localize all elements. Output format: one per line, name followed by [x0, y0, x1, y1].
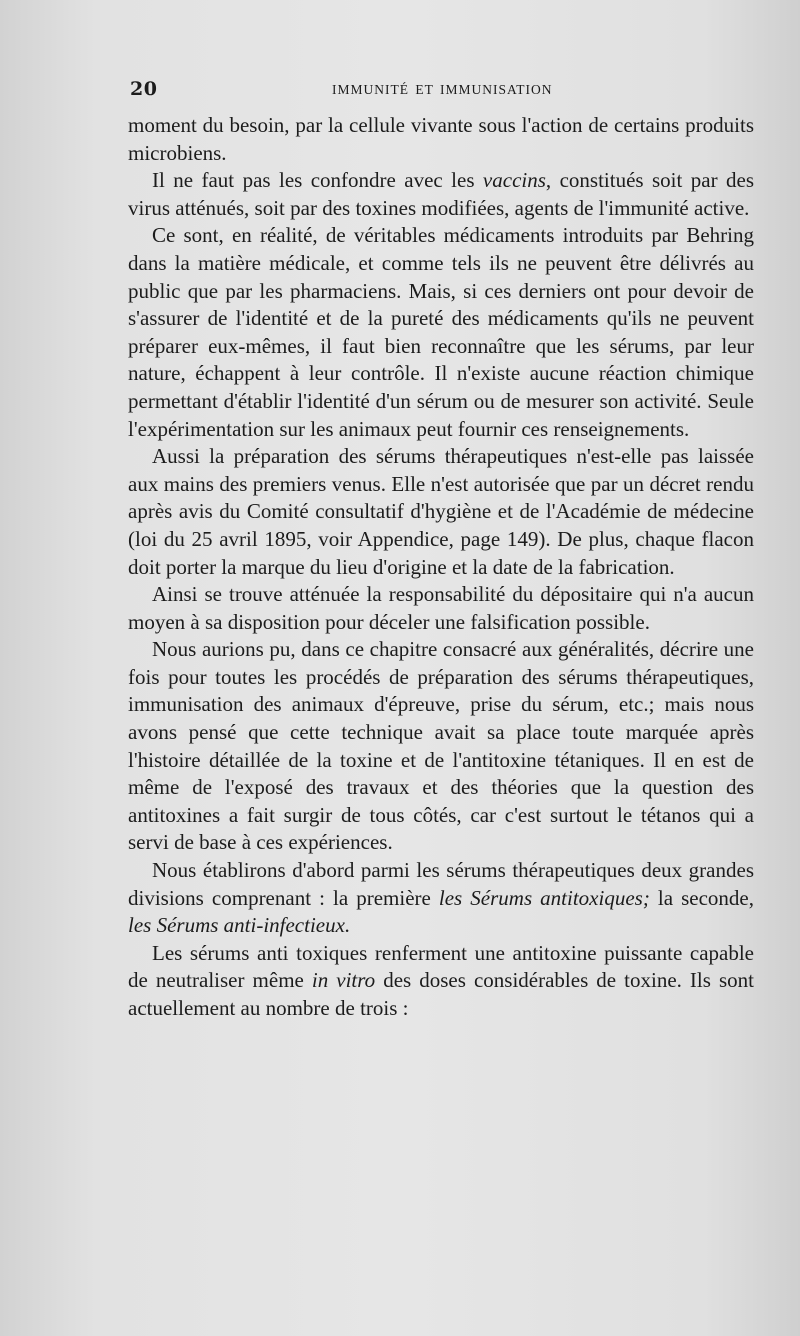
paragraph-3: Ce sont, en réalité, de véritables médicaments introduits par Behring dans la matière médicale, et comme tels ils ne peuvent être délivrés au public que par les pharmaciens. Mais, si ces derniers ont pour devoir de s'assurer de l'identité et de la pureté des médicaments qu'ils ne peuvent préparer eux-mêmes, il faut bien reconnaître que les sérums, par leur nature, échappent à leur contrôle. Il n'existe aucune réaction chimique permettant d'établir l'identité d'un sérum ou de mesurer son activité. Seule l'expérimentation sur les animaux peut fournir ces renseignements. — [128, 223, 754, 441]
paragraph-7-italic-serums-antitoxiques: les Sérums antitoxiques; — [438, 885, 650, 910]
paragraph-2-italic-vaccins: vaccins — [482, 168, 546, 193]
paragraph-8 — [128, 940, 754, 1023]
paragraph-8-italic-in-vitro: in vitro — [311, 968, 376, 993]
page-header — [130, 78, 752, 102]
page-number: 20 — [130, 78, 158, 100]
paragraph-4: Aussi la préparation des sérums thérapeutiques n'est-elle pas laissée aux mains des premiers venus. Elle n'est autorisée que par un décret rendu après avis du Comité consultatif d'hygiène et de l'Académie de médecine (loi du 25 avril 1895, voir Appendice, page 149). De plus, chaque flacon doit porter la marque du lieu d'origine et la date de la fabrication. — [128, 444, 754, 579]
paragraph-7 — [128, 857, 754, 940]
paragraph-7-text-b: la seconde, — [649, 885, 754, 910]
running-title: IMMUNITÉ ET IMMUNISATION — [332, 82, 553, 97]
paragraph-8-text-a: Les sérums anti toxiques renferment une antitoxine puissante capable de neutraliser même — [128, 940, 754, 993]
body-text — [128, 112, 754, 1023]
paragraph-2 — [128, 167, 754, 222]
paragraph-6: Nous aurions pu, dans ce chapitre consacré aux généralités, décrire une fois pour toutes les procédés de préparation des sérums thérapeutiques, immunisation des animaux d'épreuve, prise du sérum, etc.; mais nous avons pensé que cette technique avait sa place toute marquée après l'histoire détaillée de la toxine et de l'antitoxine tétaniques. Il en est de même de l'exposé des travaux et des théories que la question des antitoxines a fait surgir de tous côtés, car c'est surtout le tétanos qui a servi de base à ces expériences. — [128, 637, 754, 855]
paragraph-2-text-b: , constitués soit par des virus atténués, soit par des toxines modifiées, agents de l'immunité active. — [128, 168, 754, 220]
paragraph-5: Ainsi se trouve atténuée la responsabilité du dépositaire qui n'a aucun moyen à sa disposition pour déceler une falsification possible. — [128, 582, 754, 634]
paragraph-7-text-a: Nous établirons d'abord parmi les sérums thérapeutiques deux grandes divisions comprenant : la première — [128, 858, 754, 910]
paragraph-8-text-b: des doses considérables de toxine. Ils sont actuellement au nombre de trois : — [128, 968, 754, 1020]
paragraph-2-text-a: Il ne faut pas les confondre avec les — [152, 168, 483, 193]
paragraph-7-italic-serums-anti-infectieux: les Sérums anti-infectieux. — [128, 913, 351, 938]
paragraph-1: moment du besoin, par la cellule vivante sous l'action de certains produits microbiens. — [128, 113, 754, 165]
